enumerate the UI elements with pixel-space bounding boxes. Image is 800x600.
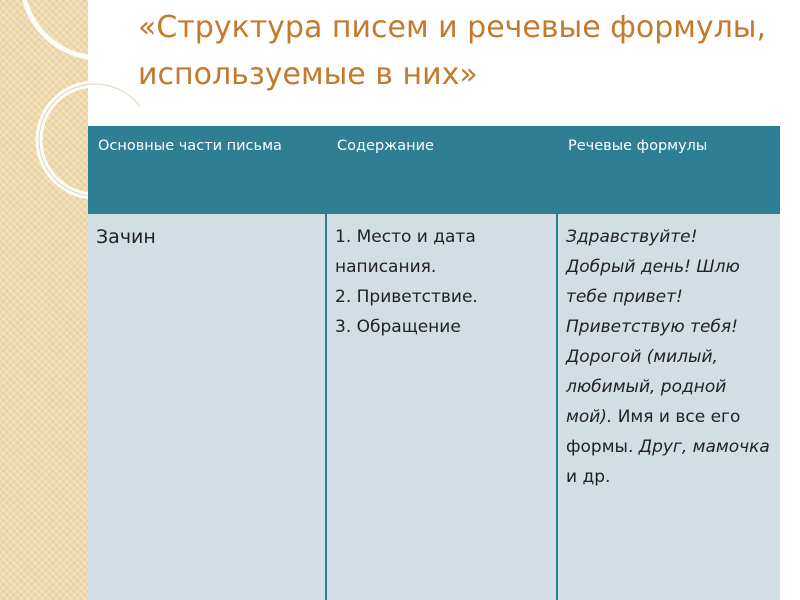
content-list <box>335 222 548 342</box>
letter-structure-table <box>88 126 780 600</box>
formula-plain-text: Имя и все его формы. <box>566 407 741 457</box>
header-cell-formulas: Речевые формулы <box>558 128 780 212</box>
header-cell-content: Содержание <box>327 128 556 212</box>
cell-part-opening: Зачин <box>88 214 325 600</box>
cell-content-opening <box>327 214 556 600</box>
content-item: 1. Место и дата написания. <box>335 227 476 277</box>
formula-italic-text: Здравствуйте! Добрый день! Шлю тебе привет! Приветствую тебя! Дорогой (милый, любимый, родной мой). <box>566 227 740 427</box>
slide-title: «Структура писем и речевые формулы, используемые в них» <box>138 10 767 92</box>
header-cell-parts: Основные части письма <box>88 128 325 212</box>
formula-italic-text: Друг, мамочка <box>638 437 770 457</box>
content-item: 3. Обращение <box>335 317 461 337</box>
content-item: 2. Приветствие. <box>335 287 478 307</box>
cell-formulas-opening <box>558 214 780 600</box>
formula-plain-text: и др. <box>566 467 611 487</box>
